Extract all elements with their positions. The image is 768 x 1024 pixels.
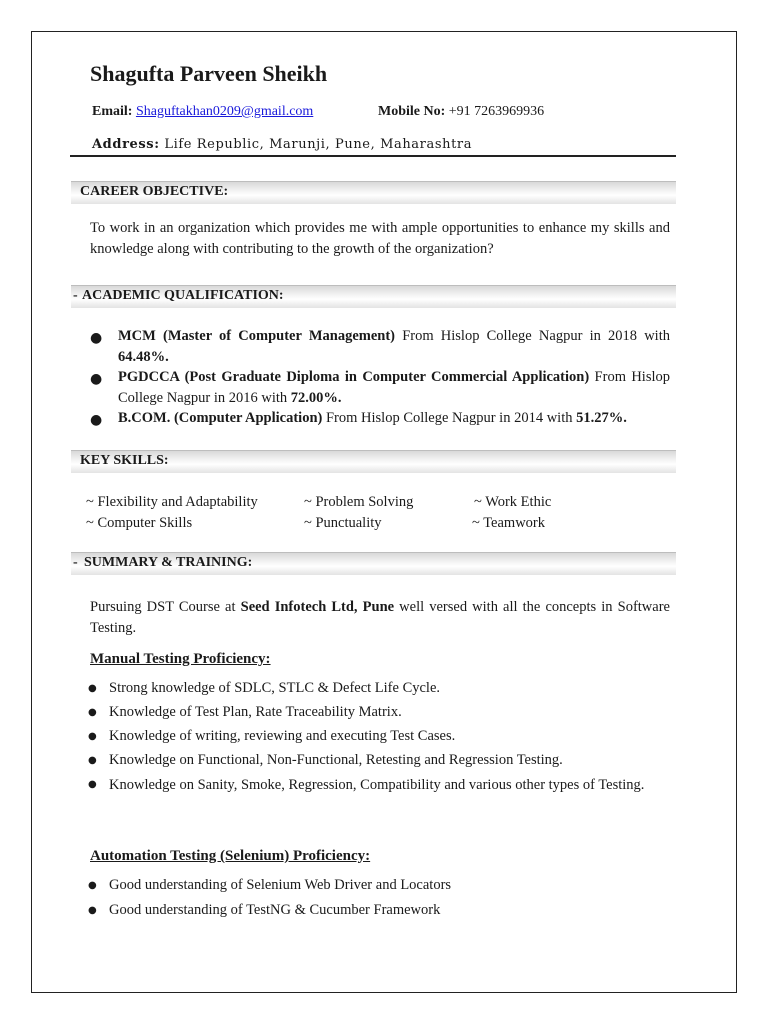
manual-testing-heading: Manual Testing Proficiency: [90,651,271,667]
section-marker: - [73,555,78,570]
academic-degree: B.COM. (Computer Application) [118,410,323,426]
summary-institute: Seed Infotech Ltd, Pune [240,599,395,615]
summary-text [90,597,670,639]
bullet-icon: ● [90,371,103,387]
section-header-academic [71,285,676,308]
manual-item: Knowledge on Sanity, Smoke, Regression, Compatibility and various other types of Testing. [109,777,645,793]
email-line [92,104,313,120]
skill-item: ~ Flexibility and Adaptability [86,494,258,510]
summary-text-pre: Pursuing DST Course at [90,599,241,615]
academic-score: 51.27%. [576,410,627,426]
academic-item [118,367,670,409]
academic-score: 72.00%. [290,390,342,406]
skill-item: ~ Problem Solving [304,494,414,510]
section-marker: - [73,288,78,303]
skill-item: ~ Punctuality [304,515,382,531]
automation-testing-heading: Automation Testing (Selenium) Proficiency: [90,848,371,864]
section-header-skills [71,450,676,473]
section-header-career [71,181,676,204]
email-label: Email: [92,104,133,119]
academic-detail: From Hislop College Nagpur in 2016 with [118,369,671,406]
bullet-icon: ● [90,330,103,346]
address-line [92,137,472,152]
manual-item: Knowledge of Test Plan, Rate Traceability Matrix. [109,704,402,720]
section-title-summary: SUMMARY & TRAINING: [84,555,253,570]
academic-degree: PGDCCA (Post Graduate Diploma in Computer Commercial Application) [118,369,590,385]
academic-detail: From Hislop College Nagpur in 2018 with [395,328,670,344]
section-header-summary [71,552,676,575]
manual-item: Knowledge of writing, reviewing and executing Test Cases. [109,728,456,744]
career-objective-text: To work in an organization which provides me with ample opportunities to enhance my skills and knowledge along with contributing to the growth of the organization? [90,220,670,257]
email-link[interactable]: Shaguftakhan0209@gmail.com [135,104,314,119]
section-title-career: CAREER OBJECTIVE: [80,184,229,199]
bullet-icon: ● [88,683,97,694]
bullet-icon: ● [88,880,97,891]
academic-item [118,408,670,429]
address-label: Address: [92,137,160,152]
bullet-icon: ● [88,755,97,766]
mobile-label: Mobile No: [378,104,446,119]
mobile-number: +91 7263969936 [448,104,545,119]
automation-item: Good understanding of Selenium Web Driver and Locators [109,877,452,893]
mobile-line [378,104,544,120]
automation-item: Good understanding of TestNG & Cucumber Framework [109,902,441,918]
academic-degree: MCM (Master of Computer Management) [118,328,396,344]
skill-item: ~ Computer Skills [86,515,193,531]
candidate-name: Shagufta Parveen Sheikh [90,61,328,86]
summary-text-post: well versed with all the concepts in Software Testing. [90,599,670,636]
bullet-icon: ● [88,905,97,916]
bullet-icon: ● [88,731,97,742]
skill-item: ~ Teamwork [472,515,546,531]
bullet-icon: ● [90,412,103,428]
section-title-skills: KEY SKILLS: [80,453,169,468]
skill-item: ~ Work Ethic [474,494,552,510]
bullet-icon: ● [88,707,97,718]
address-text: Life Republic, Marunji, Pune, Maharashtra [164,137,473,152]
section-title-academic: ACADEMIC QUALIFICATION: [82,288,284,303]
academic-item [118,326,670,368]
manual-item: Strong knowledge of SDLC, STLC & Defect Life Cycle. [109,680,441,696]
academic-detail: From Hislop College Nagpur in 2014 with [322,410,577,426]
header-divider [70,155,676,157]
academic-score: 64.48%. [118,349,169,365]
bullet-icon: ● [88,779,97,790]
manual-item: Knowledge on Functional, Non-Functional, Retesting and Regression Testing. [109,752,563,768]
